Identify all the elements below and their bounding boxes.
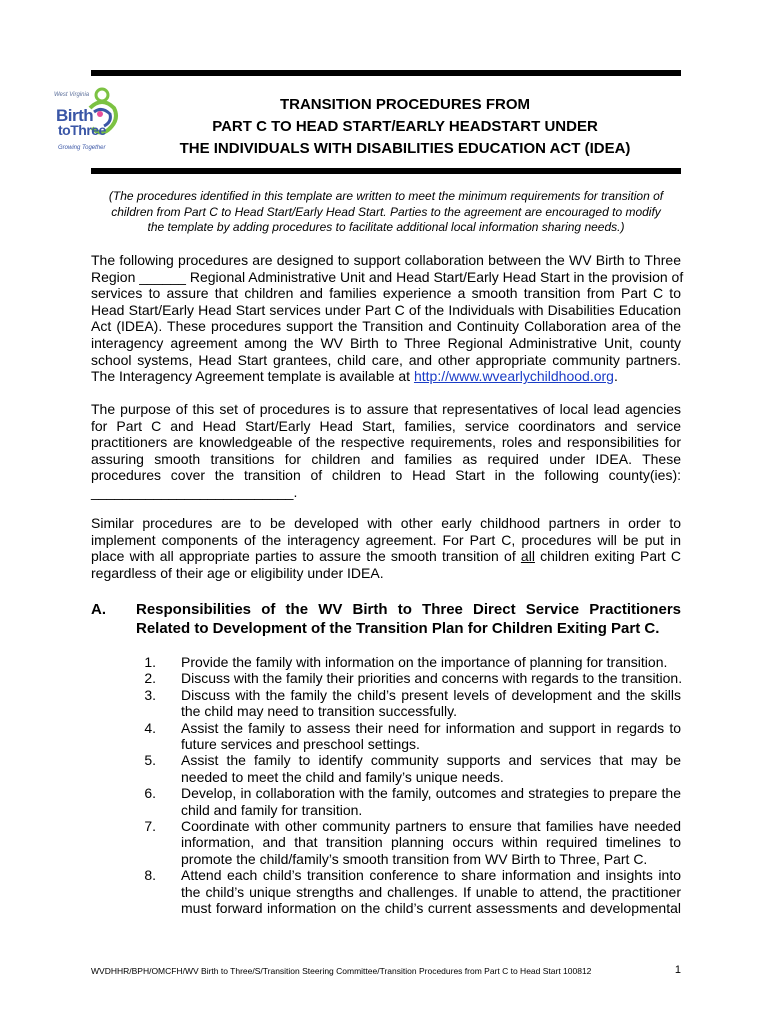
para2-line: procedures cover the transition of children to Head Start in the following county(ies):: [91, 467, 681, 484]
list-item-line: Assist the family to assess their need for information and support in regards to: [181, 719, 681, 736]
list-item-text: [181, 785, 681, 818]
bottom-rule: [91, 168, 681, 174]
birth-to-three-logo: [52, 86, 124, 156]
list-item-number: 6.: [144, 785, 156, 802]
list-item-text: [181, 752, 681, 785]
list-item: [91, 785, 681, 818]
footer-path: WVDHHR/BPH/OMCFH/WV Birth to Three/S/Transition Steering Committee/Transition Procedures from Part C to Head Start 100812: [91, 966, 592, 976]
list-item-line: must forward information on the child’s current assessments and developmental: [181, 900, 681, 917]
para3-line: implement components of the interagency agreement. For Part C, procedures will be put in: [91, 531, 681, 548]
list-item-line: Provide the family with information on the importance of planning for transition.: [181, 654, 668, 670]
wvearlychildhood-link[interactable]: http://www.wvearlychildhood.org: [413, 368, 614, 385]
para1-line: Head Start/Early Head Start services under Part C of the Individuals with Disabilities Education: [91, 301, 681, 318]
section-a-title-line: Related to Development of the Transition Plan for Children Exiting Part C.: [136, 620, 660, 637]
title-line-2: PART C TO HEAD START/EARLY HEADSTART UNDER: [212, 118, 598, 135]
para1-line: services to assure that children and families experience a smooth transition from Part C to: [91, 285, 681, 302]
list-item-number: 5.: [144, 752, 156, 769]
para2-line: practitioners are knowledgeable of the respective requirements, roles and responsibilities for: [91, 434, 681, 451]
list-item: [91, 752, 681, 785]
para3-line: [91, 548, 681, 565]
intro-line-1: (The procedures identified in this template are written to meet the minimum requirements for transition of: [108, 189, 664, 203]
list-item-line: Attend each child’s transition conference to share information and insights into: [181, 867, 681, 884]
list-item-line: future services and preschool settings.: [181, 736, 420, 753]
paragraph-similar-procedures: [91, 515, 681, 581]
list-item-line: Discuss with the family their priorities and concerns with regards to the transition.: [181, 670, 683, 687]
para3-line-text: place with all appropriate parties to assure the smooth transition of: [91, 548, 521, 565]
para1-line: Region ______ Regional Administrative Unit and Head Start/Early Head Start in the provision of: [91, 268, 684, 285]
para1-line: interagency agreement among the WV Birth to Three Regional Administrative Unit, county: [91, 334, 681, 351]
list-item-number: 4.: [144, 719, 156, 736]
para1-line: Act (IDEA). These procedures support the Transition and Continuity Collaboration area of the: [91, 318, 681, 335]
para3-line: regardless of their age or eligibility under IDEA.: [91, 564, 384, 581]
list-item-line: Assist the family to identify community supports and services that may be: [181, 752, 681, 769]
section-a-letter: A.: [91, 601, 106, 618]
list-item-line: Discuss with the family the child’s present levels of development and the skills: [181, 686, 681, 703]
para1-last-line: [91, 368, 681, 385]
county-blank: __________________________.: [91, 483, 298, 500]
list-item-line: needed to meet the child and family’s unique needs.: [181, 768, 504, 785]
para1-line: The following procedures are designed to support collaboration between the WV Birth to Three: [91, 252, 681, 268]
para2-line: assuring smooth transitions for children and families as required under IDEA. These: [91, 450, 681, 467]
logo-birth-text: Birth: [56, 106, 94, 125]
responsibilities-list: [91, 654, 681, 917]
list-item-line: Develop, in collaboration with the family, outcomes and strategies to prepare the: [181, 785, 681, 802]
title-line-1: TRANSITION PROCEDURES FROM: [279, 96, 530, 113]
logo-to-three-text: toThree: [58, 122, 106, 138]
list-item-number: 3.: [144, 686, 156, 703]
list-item: [91, 818, 681, 867]
list-item-line: Coordinate with other community partners to ensure that families have needed: [181, 818, 681, 835]
list-item-line: the child may need to transition successfully.: [181, 703, 457, 720]
logo-state-text: West Virginia: [54, 92, 90, 98]
page-number: 1: [674, 964, 681, 976]
intro-line-3: the template by adding procedures to facilitate additional local information sharing needs.): [147, 220, 625, 234]
list-item: [91, 670, 681, 686]
logo-tagline: Growing Together: [58, 145, 106, 151]
title-line-3: THE INDIVIDUALS WITH DISABILITIES EDUCATION ACT (IDEA): [179, 140, 631, 157]
para2-line: The purpose of this set of procedures is to assure that representatives of local lead agencies: [91, 401, 681, 417]
top-rule: [91, 70, 681, 76]
para3-line-end: children exiting Part C: [534, 548, 681, 565]
page-footer: [91, 966, 681, 976]
section-a-title: [136, 600, 681, 638]
document-title: [130, 94, 680, 160]
list-item-number: 8.: [144, 867, 156, 884]
para1-line-end: .: [613, 368, 618, 385]
para3-line: Similar procedures are to be developed with other early childhood partners in order to: [91, 515, 681, 531]
paragraph-collaboration: [91, 252, 684, 385]
list-item-text: [181, 720, 681, 753]
paragraph-purpose: [91, 401, 681, 501]
list-item-line: promote the child/family’s smooth transition from WV Birth to Three, Part C.: [181, 850, 648, 867]
para1-line-text: The Interagency Agreement template is available at: [91, 368, 414, 385]
list-item-line: information, and that transition planning occurs within required timelines to: [181, 834, 681, 851]
list-item-line: child and family for transition.: [181, 801, 363, 818]
list-item-number: 7.: [144, 818, 156, 835]
list-item-line: the child’s unique strengths and challenges. If unable to attend, the practitioner: [181, 883, 681, 900]
intro-line-2: children from Part C to Head Start/Early Head Start. Parties to the agreement are encouraged to modify: [111, 204, 661, 219]
list-item: [91, 687, 681, 720]
list-item-text: [181, 654, 681, 670]
list-item-text: [181, 818, 681, 867]
list-item: [91, 654, 681, 670]
list-item-text: [181, 670, 681, 686]
list-item-number: 1.: [144, 654, 156, 670]
section-a-title-line: Responsibilities of the WV Birth to Three Direct Service Practitioners: [136, 601, 681, 618]
intro-note: [91, 189, 681, 236]
list-item-number: 2.: [144, 670, 156, 687]
list-item-text: [181, 867, 681, 916]
list-item-text: [181, 687, 681, 720]
para1-line: school systems, Head Start grantees, child care, and other appropriate community partners.: [91, 351, 681, 368]
list-item: [91, 867, 681, 916]
para2-line: for Part C and Head Start/Early Head Start, families, service coordinators and service: [91, 417, 681, 434]
list-item: [91, 720, 681, 753]
para3-underlined-word: all: [520, 548, 535, 565]
